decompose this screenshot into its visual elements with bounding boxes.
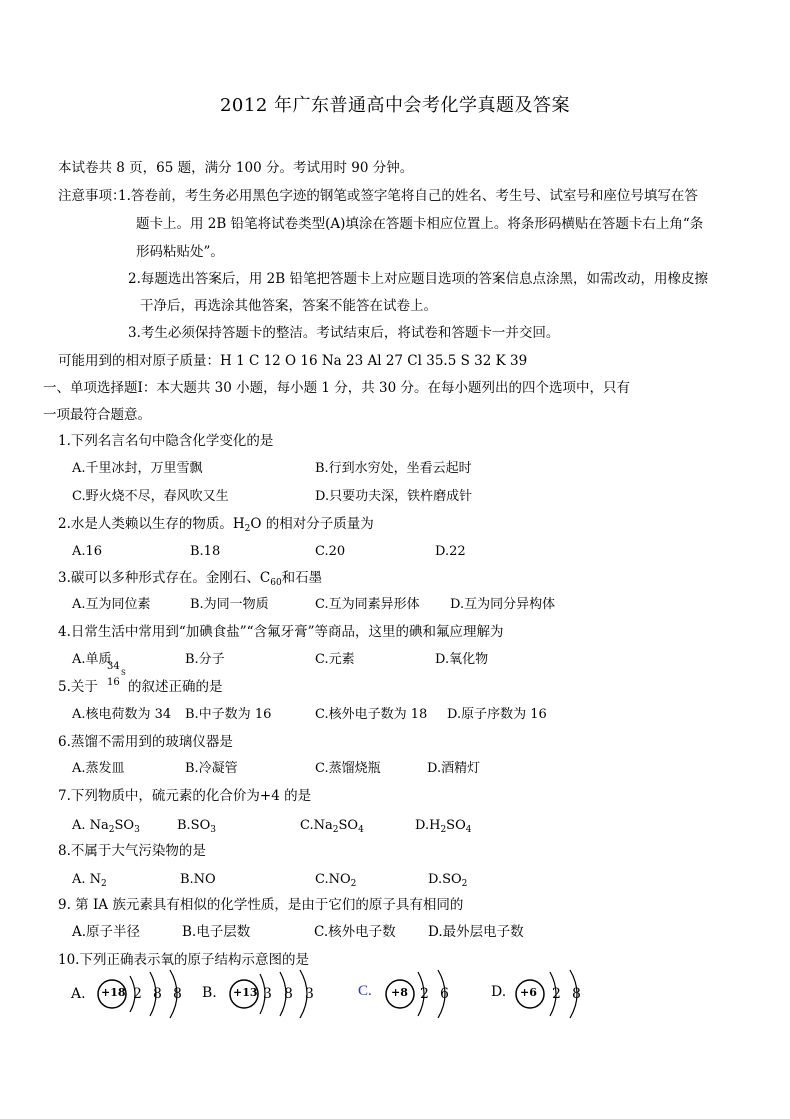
- question-10-option-d-shell-2: 8: [572, 986, 581, 1002]
- question-10-option-b-label: B.: [202, 985, 217, 1001]
- question-3-option-a: A.互为同位素: [72, 597, 151, 612]
- question-7-option-d: $D.H_2SO_4$: [415, 818, 472, 835]
- question-10-option-b-shell-1: 3: [263, 986, 272, 1002]
- notice-item-1-line-2: 题卡上。用 2B 铅笔将试卷类型(A)填涂在答题卡相应位置上。将条形码横贴在答题卡右上角“条: [136, 216, 704, 232]
- question-3-stem: 3.碳可以多种形式存在。金刚石、$C_{60}$和石墨: [58, 570, 323, 588]
- question-4-stem: 4.日常生活中常用到“加碘食盐”“含氟牙膏”等商品，这里的碘和氟应理解为: [58, 624, 504, 640]
- notice-heading: 注意事项：: [58, 188, 126, 204]
- question-1-option-d: D.只要功夫深，铁杵磨成针: [315, 489, 473, 504]
- question-10-option-b-shell-2: 8: [284, 986, 293, 1002]
- question-6-option-c: C.蒸馏烧瓶: [315, 761, 381, 776]
- question-5-element-symbol: S: [121, 669, 126, 677]
- question-3-option-d: D.互为同分异构体: [450, 597, 556, 612]
- question-3-option-b: B.为同一物质: [190, 597, 269, 612]
- notice-item-2-line-2: 干净后，再选涂其他答案，答案不能答在试卷上。: [140, 298, 437, 314]
- question-7-stem: 7.下列物质中，硫元素的化合价为+4 的是: [58, 788, 312, 804]
- question-2-option-d: D.22: [435, 544, 466, 559]
- question-10-option-d-nucleus: +6: [520, 986, 537, 999]
- question-8-stem: 8.不属于大气污染物的是: [58, 843, 206, 859]
- question-10-option-d-label: D.: [491, 984, 507, 1000]
- question-10-stem: 10.下列正确表示氧的原子结构示意图的是: [58, 952, 309, 968]
- notice-item-1-line-3: 形码粘贴处”。: [136, 244, 224, 260]
- question-9-stem: 9. 第 IA 族元素具有相似的化学性质，是由于它们的原子具有相同的: [58, 897, 464, 913]
- question-10-option-c-shell-2: 6: [440, 986, 449, 1002]
- question-3-option-c: C.互为同素异形体: [315, 597, 420, 612]
- question-8-option-a: A. $N_2$: [72, 872, 107, 889]
- question-5-option-a: A.核电荷数为 34: [72, 707, 172, 722]
- section-1-heading-line-1: 一、单项选择题Ⅰ：本大题共 30 小题，每小题 1 分，共 30 分。在每小题列出的四个选项中，只有: [43, 380, 631, 396]
- question-10-option-b-shell-3: 3: [305, 986, 314, 1002]
- exam-intro: 本试卷共 8 页，65 题，满分 100 分。考试用时 90 分钟。: [58, 160, 414, 176]
- page-title: 2012 年广东普通高中会考化学真题及答案: [219, 95, 571, 116]
- notice-item-3: 3.考生必须保持答题卡的整洁。考试结束后，将试卷和答题卡一并交回。: [128, 325, 560, 341]
- question-1-option-a: A.千里冰封，万里雪飘: [72, 461, 203, 476]
- question-10-option-a-label: A.: [71, 986, 86, 1002]
- atomic-masses: 可能用到的相对原子质量：H 1 C 12 O 16 Na 23 Al 27 Cl 35.5 S 32 K 39: [58, 353, 528, 369]
- question-10-option-d-shell-1: 2: [552, 986, 561, 1002]
- question-4-option-d: D.氧化物: [435, 652, 489, 667]
- question-9-option-d: D.最外层电子数: [428, 924, 524, 940]
- question-1-option-c: C.野火烧不尽，春风吹又生: [72, 489, 229, 504]
- question-5-stem-prefix: 5.关于: [58, 679, 98, 695]
- question-10-option-a-shell-1: 2: [133, 986, 142, 1002]
- question-6-option-a: A.蒸发皿: [72, 761, 125, 776]
- question-5-atomic-number: 16: [107, 677, 120, 688]
- notice-item-2-line-1: 2.每题选出答案后，用 2B 铅笔把答题卡上对应题目选项的答案信息点涂黑，如需改动，用橡皮擦: [128, 271, 708, 287]
- question-7-option-b: $B.SO_3$: [177, 818, 216, 835]
- question-7-option-c: $C.Na_2SO_4$: [300, 818, 364, 835]
- question-1-option-b: B.行到水穷处，坐看云起时: [315, 461, 472, 476]
- question-10-option-c-shell-1: 2: [420, 986, 429, 1002]
- question-8-option-d: $D.SO_2$: [428, 872, 468, 889]
- question-10-option-c-label: C.: [358, 983, 372, 999]
- question-4-option-b: B.分子: [185, 652, 225, 667]
- question-9-option-b: B.电子层数: [182, 924, 251, 940]
- question-8-option-b: B.NO: [180, 872, 216, 887]
- question-5-mass-number: 34: [107, 661, 120, 672]
- question-6-option-d: D.酒精灯: [427, 761, 481, 776]
- question-9-option-a: A.原子半径: [72, 924, 141, 940]
- question-6-stem: 6.蒸馏不需用到的玻璃仪器是: [58, 734, 233, 750]
- question-10-option-a-nucleus: +18: [101, 986, 126, 999]
- question-5-option-c: C.核外电子数为 18: [315, 707, 428, 722]
- question-2-option-c: C.20: [315, 544, 346, 559]
- question-9-option-c: C.核外电子数: [314, 924, 396, 940]
- question-4-option-c: C.元素: [315, 652, 355, 667]
- question-4-option-a: A.单质: [72, 652, 112, 667]
- question-1-stem: 1.下列名言名句中隐含化学变化的是: [58, 433, 274, 449]
- question-2-option-a: A.16: [72, 544, 103, 559]
- question-10-option-a-shell-2: 8: [153, 986, 162, 1002]
- question-10-option-b-nucleus: +13: [233, 986, 258, 999]
- notice-item-1-line-1: 1.答卷前，考生务必用黑色字迹的钢笔或签字笔将自己的姓名、考生号、试室号和座位号填写在答: [118, 188, 698, 204]
- question-2-option-b: B.18: [190, 544, 221, 559]
- question-2-stem: 2.水是人类赖以生存的物质。$H_2O$ 的相对分子质量为: [58, 516, 374, 534]
- question-8-option-c: $C.NO_2$: [315, 872, 357, 889]
- question-5-option-b: B.中子数为 16: [185, 707, 272, 722]
- question-10-option-a-shell-3: 8: [173, 986, 182, 1002]
- question-6-option-b: B.冷凝管: [185, 761, 238, 776]
- question-5-option-d: D.原子序数为 16: [447, 707, 547, 722]
- question-7-option-a: A. $Na_2SO_3$: [72, 818, 140, 835]
- question-10-option-c-nucleus: +8: [391, 986, 408, 999]
- section-1-heading-line-2: 一项最符合题意。: [43, 407, 151, 423]
- question-5-stem-suffix: 的叙述正确的是: [128, 679, 223, 695]
